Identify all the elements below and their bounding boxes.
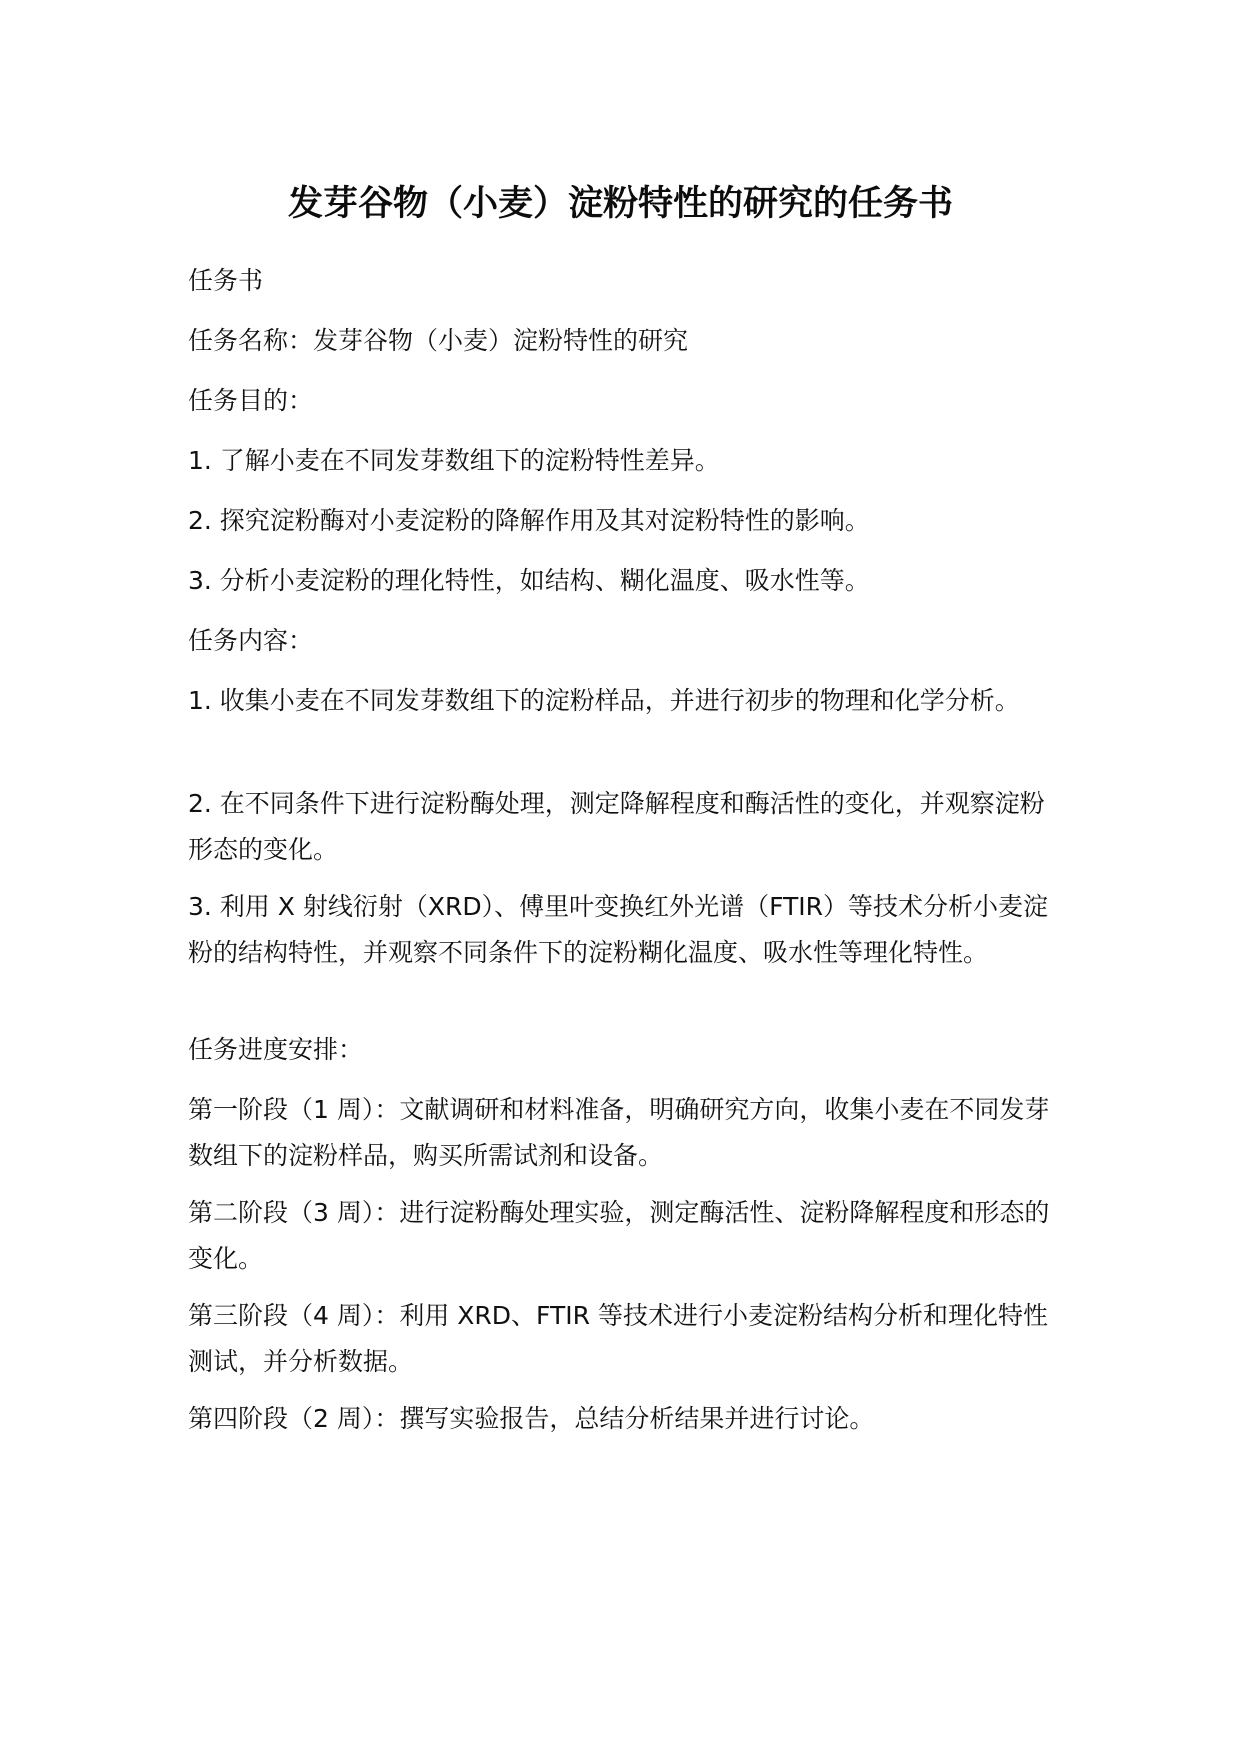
schedule-stage-2: 第二阶段（3 周）：进行淀粉酶处理实验，测定酶活性、淀粉降解程度和形态的变化。 [188,1198,1050,1273]
heading-schedule: 任务进度安排： [188,1035,364,1064]
document-title: 发芽谷物（小麦）淀粉特性的研究的任务书 [287,184,953,224]
schedule-stage-1: 第一阶段（1 周）：文献调研和材料准备，明确研究方向，收集小麦在不同发芽数组下的淀粉样品，购买所需试剂和设备。 [188,1095,1050,1170]
heading-task-content: 任务内容： [188,626,314,655]
purpose-item-3: 3. 分析小麦淀粉的理化特性，如结构、糊化温度、吸水性等。 [188,566,870,595]
content-item-3: 3. 利用 X 射线衍射（XRD）、傅里叶变换红外光谱（FTIR）等技术分析小麦淀粉的结构特性，并观察不同条件下的淀粉糊化温度、吸水性等理化特性。 [188,892,1049,967]
content-item-1: 1. 收集小麦在不同发芽数组下的淀粉样品，并进行初步的物理和化学分析。 [188,686,1020,715]
purpose-item-1: 1. 了解小麦在不同发芽数组下的淀粉特性差异。 [188,446,720,475]
heading-task-book: 任务书 [188,266,264,295]
heading-task-purpose: 任务目的： [188,386,314,415]
task-name: 任务名称：发芽谷物（小麦）淀粉特性的研究 [188,326,689,355]
content-item-2: 2. 在不同条件下进行淀粉酶处理，测定降解程度和酶活性的变化，并观察淀粉形态的变化。 [188,789,1045,864]
schedule-stage-4: 第四阶段（2 周）：撰写实验报告，总结分析结果并进行讨论。 [188,1404,875,1433]
schedule-stage-3: 第三阶段（4 周）：利用 XRD、FTIR 等技术进行小麦淀粉结构分析和理化特性测试，并分析数据。 [188,1301,1048,1376]
purpose-item-2: 2. 探究淀粉酶对小麦淀粉的降解作用及其对淀粉特性的影响。 [188,506,870,535]
